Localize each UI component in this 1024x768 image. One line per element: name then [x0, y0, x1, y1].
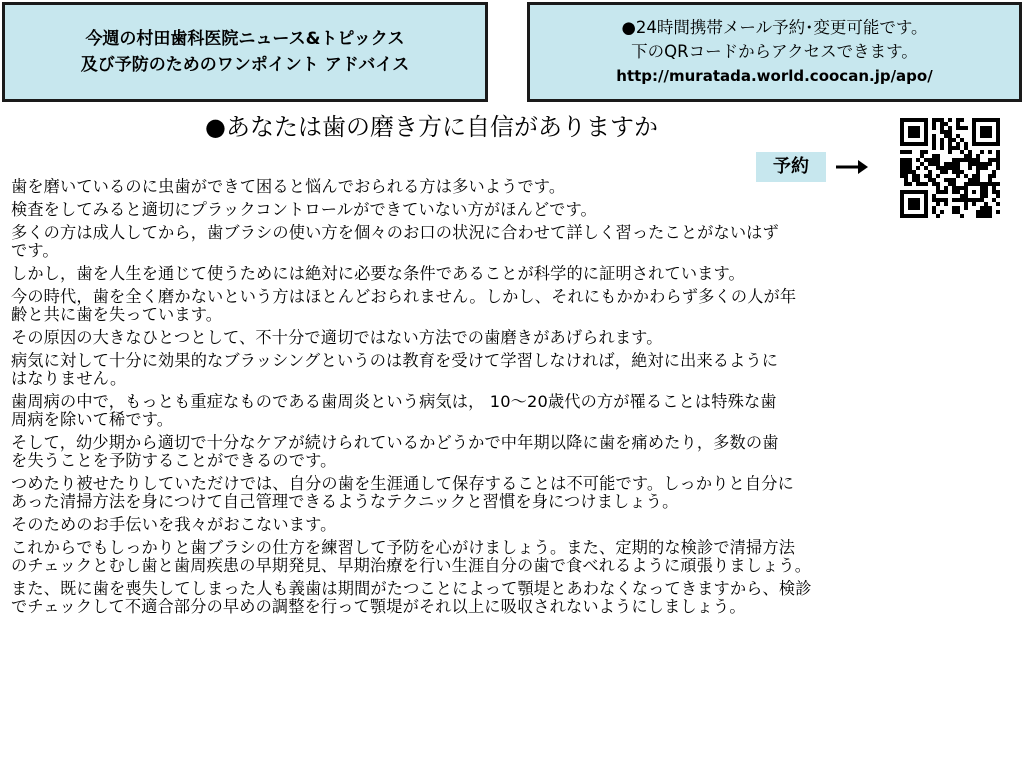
paragraph-line: を失うことを予防することができるのです。: [11, 451, 337, 470]
title-line-2: 及び予防のためのワンポイント アドバイス: [80, 55, 410, 75]
paragraph: [11, 178, 1021, 196]
paragraph: [11, 288, 1021, 324]
paragraph-line: です。: [11, 241, 59, 260]
reservation-line-2: 下のQRコードからアクセスできます。: [631, 42, 918, 61]
paragraph: [11, 224, 1021, 260]
paragraph: [11, 201, 1021, 219]
paragraph: [11, 475, 1021, 511]
paragraph-line: 病気に対して十分に効果的なブラッシングというのは教育を受けて学習しなければ，絶対に出来るように: [11, 351, 779, 370]
paragraph-line: のチェックとむし歯と歯周疾患の早期発見、早期治療を行い生涯自分の歯で食べれるように頑張りましょう。: [11, 556, 812, 575]
paragraph-line: しかし，歯を人生を通じて使うためには絶対に必要な条件であることが科学的に証明されています。: [11, 264, 745, 283]
paragraph: [11, 434, 1021, 470]
reservation-line-1: ●24時間携帯メール予約･変更可能です。: [621, 18, 928, 37]
paragraph-line: あった清掃方法を身につけて自己管理できるようなテクニックと習慣を身につけましょう。: [11, 492, 679, 511]
paragraph-line: 多くの方は成人してから，歯ブラシの使い方を個々のお口の状況に合わせて詳しく習ったことがないはず: [11, 223, 779, 242]
paragraph-line: つめたり被せたりしていただけでは、自分の歯を生涯通して保存することは不可能です。しっかりと自分に: [11, 474, 794, 493]
paragraph-line: 歯周病の中で，もっとも重症なものである歯周炎という病気は， 10～20歳代の方が罹ることは特殊な歯: [11, 392, 777, 411]
paragraph-line: 齢と共に歯を失っています。: [11, 305, 223, 324]
paragraph-line: 検査をしてみると適切にプラックコントロールができていない方がほんどです。: [11, 200, 597, 219]
reservation-label: 予約: [756, 152, 826, 182]
paragraph-line: そのためのお手伝いを我々がおこないます。: [11, 515, 337, 534]
article-body: [11, 178, 1021, 621]
title-line-1: 今週の村田歯科医院ニュース&トピックス: [85, 29, 405, 49]
paragraph: [11, 393, 1021, 429]
paragraph: [11, 539, 1021, 575]
paragraph-line: これからでもしっかりと歯ブラシの仕方を練習して予防を心がけましょう。また、定期的な検診で清掃方法: [11, 538, 796, 557]
paragraph-line: 今の時代，歯を全く磨かないという方はほとんどおられません。しかし、それにもかかわらず多くの人が年: [11, 287, 797, 306]
paragraph: [11, 265, 1021, 283]
paragraph: [11, 516, 1021, 534]
reservation-url-link[interactable]: http://muratada.world.coocan.jp/apo/: [616, 67, 933, 85]
paragraph: [11, 352, 1021, 388]
paragraph-line: はなりません。: [11, 369, 127, 388]
paragraph: [11, 329, 1021, 347]
paragraph-line: そして，幼少期から適切で十分なケアが続けられているかどうかで中年期以降に歯を痛めたり，多数の歯: [11, 433, 779, 452]
paragraph-line: 歯を磨いているのに虫歯ができて困ると悩んでおられる方は多いようです。: [11, 177, 566, 196]
reservation-info-box: [527, 2, 1022, 102]
right-arrow-icon: [836, 159, 868, 175]
paragraph-line: また、既に歯を喪失してしまった人も義歯は期間がたつことによって顎堤とあわなくなってきますから、検診: [11, 579, 812, 598]
clinic-news-title-box: [2, 2, 488, 102]
paragraph-line: でチェックして不適合部分の早めの調整を行って顎堤がそれ以上に吸収されないようにしましょう。: [11, 597, 746, 616]
paragraph-line: その原因の大きなひとつとして、不十分で適切ではない方法での歯磨きがあげられます。: [11, 328, 663, 347]
paragraph-line: 周病を除いて稀です。: [11, 410, 174, 429]
paragraph: [11, 580, 1021, 616]
section-heading: ●あなたは歯の磨き方に自信がありますか: [205, 113, 658, 141]
